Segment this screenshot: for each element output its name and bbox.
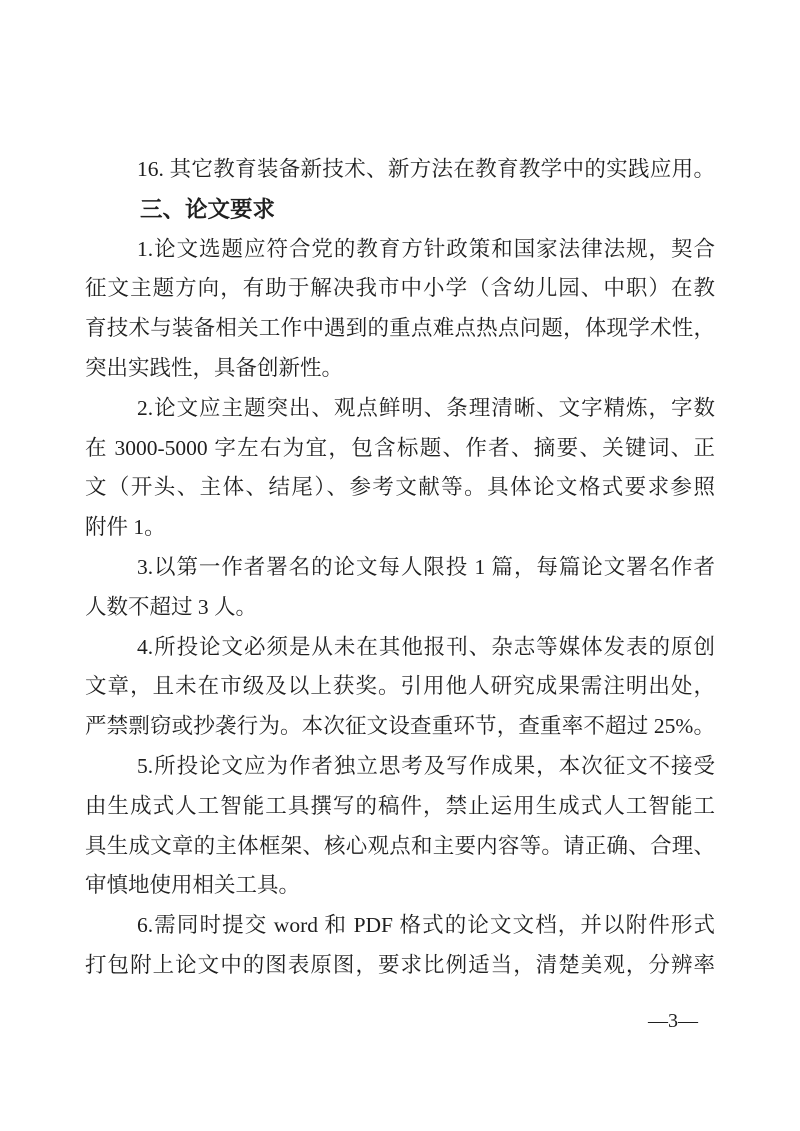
paragraph-5-line: 由生成式人工智能工具撰写的稿件，禁止运用生成式人工智能工	[85, 793, 715, 818]
paragraph-1-line: 突出实践性，具备创新性。	[85, 355, 344, 380]
paragraph-2-line: 在 3000-5000 字左右为宜，包含标题、作者、摘要、关键词、正	[85, 435, 715, 460]
paragraph-4-line: 4.所投论文必须是从未在其他报刊、杂志等媒体发表的原创	[137, 634, 715, 659]
page-number: —3—	[648, 1010, 698, 1032]
paragraph-1-line: 1.论文选题应符合党的教育方针政策和国家法律法规，契合	[137, 236, 715, 261]
paragraph-4-line: 严禁剽窃或抄袭行为。本次征文设查重环节，查重率不超过 25%。	[85, 714, 715, 739]
paragraph-3-line: 3.以第一作者署名的论文每人限投 1 篇，每篇论文署名作者	[137, 554, 715, 579]
paragraph-5-line: 5.所投论文应为作者独立思考及写作成果，本次征文不接受	[137, 753, 715, 778]
section-heading: 三、论文要求	[140, 196, 276, 222]
paragraph-5-line: 审慎地使用相关工具。	[85, 873, 301, 898]
paragraph-2-line: 附件 1。	[85, 515, 166, 540]
paragraph-3-line: 人数不超过 3 人。	[85, 594, 258, 619]
paragraph-5-line: 具生成文章的主体框架、核心观点和主要内容等。请正确、合理、	[85, 833, 715, 858]
paragraph-2-line: 文（开头、主体、结尾）、参考文献等。具体论文格式要求参照	[85, 475, 715, 500]
paragraph-6-line: 6.需同时提交 word 和 PDF 格式的论文文档，并以附件形式	[137, 913, 715, 938]
paragraph-4-line: 文章，且未在市级及以上获奖。引用他人研究成果需注明出处，	[85, 674, 715, 699]
paragraph-1-line: 育技术与装备相关工作中遇到的重点难点热点问题，体现学术性，	[85, 316, 715, 341]
paragraph-2-line: 2.论文应主题突出、观点鲜明、条理清晰、文字精炼，字数	[137, 395, 715, 420]
list-item-16: 16. 其它教育装备新技术、新方法在教育教学中的实践应用。	[137, 157, 715, 181]
paragraph-6-line: 打包附上论文中的图表原图，要求比例适当，清楚美观，分辨率	[85, 952, 715, 977]
paragraph-1-line: 征文主题方向，有助于解决我市中小学（含幼儿园、中职）在教	[85, 276, 715, 301]
document-body	[85, 150, 715, 986]
